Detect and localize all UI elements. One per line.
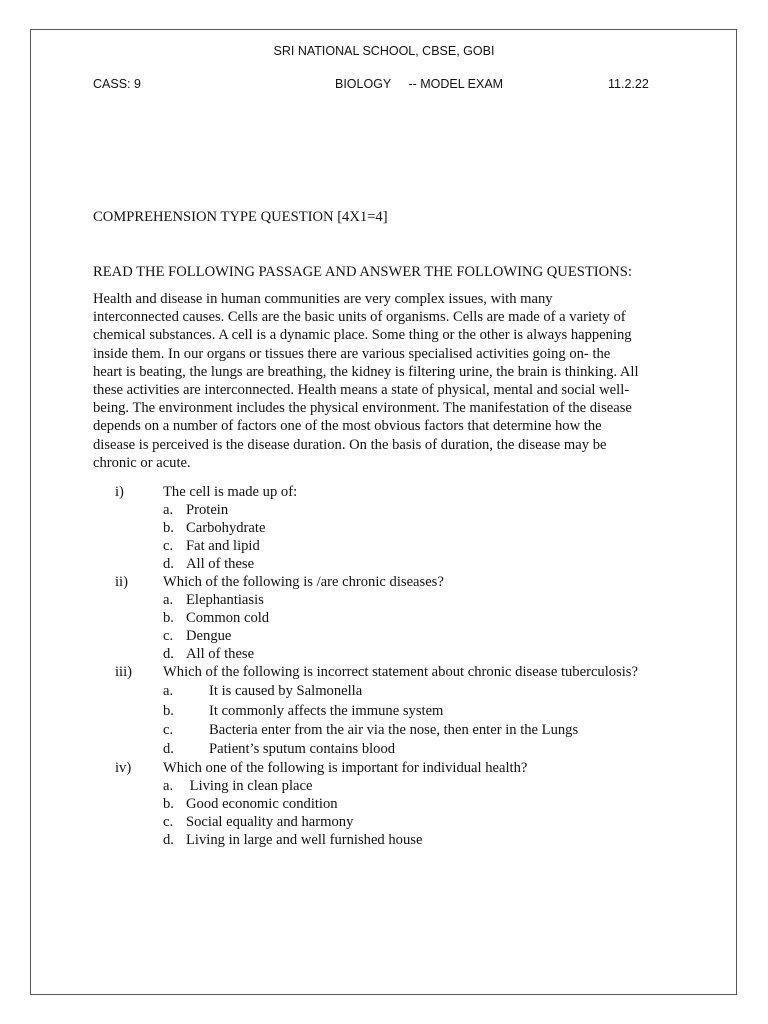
subject-exam-label: BIOLOGY -- MODEL EXAM [335,77,504,91]
option-letter: d. [163,741,174,757]
school-name: SRI NATIONAL SCHOOL, CBSE, GOBI [273,44,495,58]
passage-line: inside them. In our organs or tissues there are various specialised activities going on- the [93,345,611,362]
question-1-number: i) [115,484,124,500]
option-text: It is caused by Salmonella [209,683,363,699]
passage-line: disease is perceived is the disease duration. On the basis of duration, the disease may be [93,436,607,453]
passage-line: interconnected causes. Cells are the basic units of organisms. Cells are made of a variety of [93,309,626,326]
passage [93,290,677,472]
option-text: Living in large and well furnished house [186,832,423,848]
option-text: Patient’s sputum contains blood [209,741,396,757]
option-text: It commonly affects the immune system [209,703,444,719]
option-text: Good economic condition [186,796,338,812]
option-letter: a. [163,592,174,608]
option-letter: d. [163,832,174,848]
instruction-heading: READ THE FOLLOWING PASSAGE AND ANSWER THE FOLLOWING QUESTIONS: [93,264,632,280]
question-2-number: ii) [115,574,128,590]
option-letter: c. [163,538,174,554]
option-letter: d. [163,646,174,662]
section-title: COMPREHENSION TYPE QUESTION [4X1=4] [93,209,388,225]
exam-date: 11.2.22 [608,77,649,91]
passage-line: chronic or acute. [93,454,191,471]
question-2-text: Which of the following is /are chronic diseases? [163,574,444,590]
question-4-text: Which one of the following is important for individual health? [163,760,528,776]
option-letter: c. [163,814,174,830]
option-letter: b. [163,796,174,812]
passage-line: heart is beating, the lungs are breathing, the kidney is filtering urine, the brain is thinking. All [93,363,639,380]
question-3-number: iii) [115,664,133,680]
question-3-text: Which of the following is incorrect statement about chronic disease tuberculosis? [163,664,638,680]
option-letter: a. [163,502,174,518]
page-border [30,29,737,995]
option-text: Protein [186,502,229,518]
option-text: Elephantiasis [186,592,264,608]
question-4-number: iv) [115,760,132,776]
question-1-text: The cell is made up of: [163,484,298,500]
option-text: All of these [186,646,255,662]
option-letter: c. [163,628,174,644]
option-text: Social equality and harmony [186,814,354,830]
option-text: Carbohydrate [186,520,266,536]
option-text: Living in clean place [186,778,313,794]
option-letter: a. [163,778,174,794]
passage-line: chemical substances. A cell is a dynamic place. Some thing or the other is always happening [93,327,632,344]
option-letter: a. [163,683,174,699]
option-text: All of these [186,556,255,572]
option-text: Bacteria enter from the air via the nose, then enter in the Lungs [209,722,579,738]
option-text: Dengue [186,628,232,644]
passage-line: depends on a number of factors one of the most obvious factors that determine how the [93,418,602,435]
option-letter: d. [163,556,174,572]
option-text: Common cold [186,610,270,626]
option-letter: b. [163,703,174,719]
option-letter: c. [163,722,174,738]
option-letter: b. [163,520,174,536]
option-text: Fat and lipid [186,538,260,554]
option-letter: b. [163,610,174,626]
class-label: CASS: 9 [93,77,141,91]
passage-line: being. The environment includes the physical environment. The manifestation of the disease [93,400,632,417]
passage-line: Health and disease in human communities are very complex issues, with many [93,291,553,307]
passage-line: these activities are interconnected. Health means a state of physical, mental and social well- [93,382,630,399]
